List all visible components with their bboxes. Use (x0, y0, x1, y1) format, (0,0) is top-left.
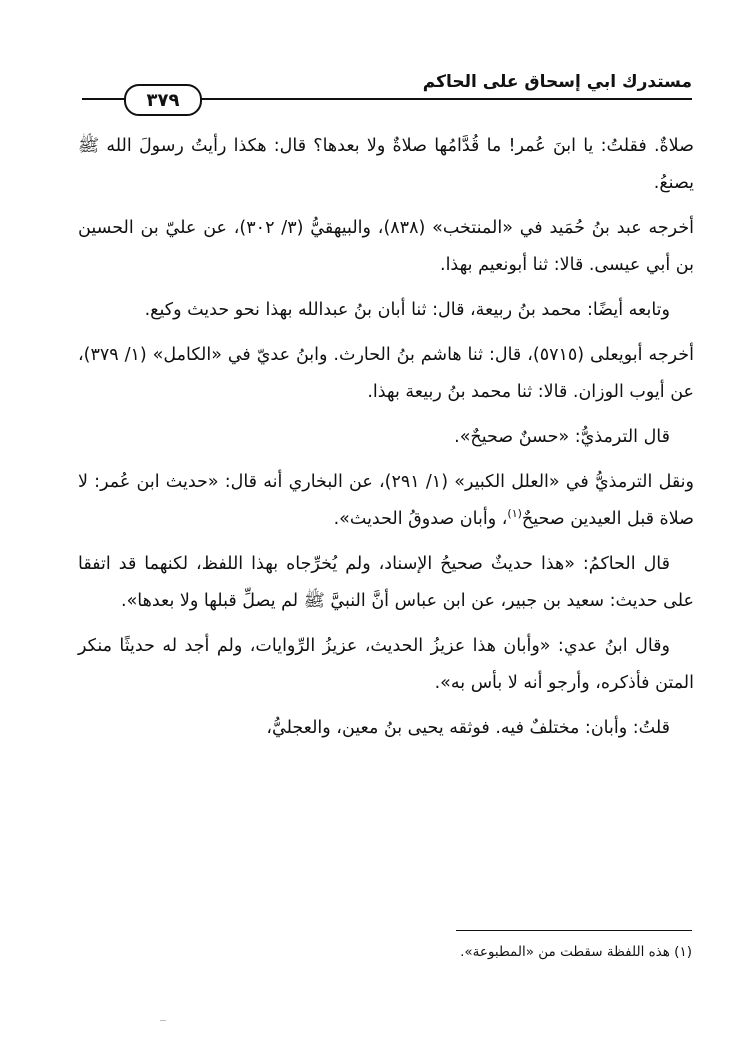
paragraph-9: قلتُ: وأبان: مختلفٌ فيه. فوثقه يحيى بنُ معين، والعجليُّ، (266, 718, 670, 738)
paragraph-6-text-before: ونقل الترمذيُّ في «العلل الكبير» (١/ ٢٩١)، عن البخاري أنه قال: «حديث ابن عُمر: لا صلاة قبل العيدين صحيحٌ (78, 472, 694, 529)
paragraph-3: وتابعه أيضًا: محمد بنُ ربيعة، قال: ثنا أبان بنُ عبدالله بهذا نحو حديث وكيع. (144, 300, 670, 320)
footnote-rule (456, 930, 692, 931)
paragraph-7: قال الحاكمُ: «هذا حديثٌ صحيحُ الإسناد، ولم يُخرِّجاه بهذا اللفظ، لكنهما قد اتفقا على حديث: سعيد بن جبير، عن ابن عباس أنَّ النبيَّ ﷺ لم يصلِّ قبلها ولا بعدها». (78, 554, 694, 611)
running-header (82, 66, 692, 111)
scan-mark (160, 1020, 166, 1021)
footnote-reference: (١) (507, 507, 522, 521)
paragraph-1: صلاةٌ. فقلتُ: يا ابنَ عُمر! ما قُدَّامُها صلاةٌ ولا بعدها؟ قال: هكذا رأيتُ رسولَ الله ﷺ يصنعُ. (78, 136, 694, 193)
paragraph-5: قال الترمذيُّ: «حسنٌ صحيحٌ». (454, 427, 670, 447)
body-text (78, 128, 694, 755)
paragraph-6-text-after: ، وأبان صدوقُ الحديث». (333, 509, 508, 529)
paragraph-2: أخرجه عبد بنُ حُمَيد في «المنتخب» (٨٣٨)، والبيهقيُّ (٣/ ٣٠٢)، عن عليّ بن الحسين بن أبي عيسى. قالا: ثنا أبونعيم بهذا. (78, 218, 695, 275)
paragraph-4: أخرجه أبويعلى (٥٧١٥)، قال: ثنا هاشم بنُ الحارث. وابنُ عديّ في «الكامل» (١/ ٣٧٩)، عن أيوب الوزان. قالا: ثنا محمد بنُ ربيعة بهذا. (78, 345, 694, 402)
page-number-badge: ٣٧٩ (124, 84, 202, 116)
paragraph-8: وقال ابنُ عدي: «وأبان هذا عزيزُ الحديث، عزيزُ الرِّوايات، ولم أجد له حديثًا منكر المتن فأذكره، وأرجو أنه لا بأس به». (78, 636, 694, 693)
paragraph-6 (78, 464, 694, 538)
footnote: (١) هذه اللفظة سقطت من «المطبوعة». (460, 944, 692, 960)
running-title: مستدرك ابي إسحاق على الحاكم (422, 72, 692, 92)
